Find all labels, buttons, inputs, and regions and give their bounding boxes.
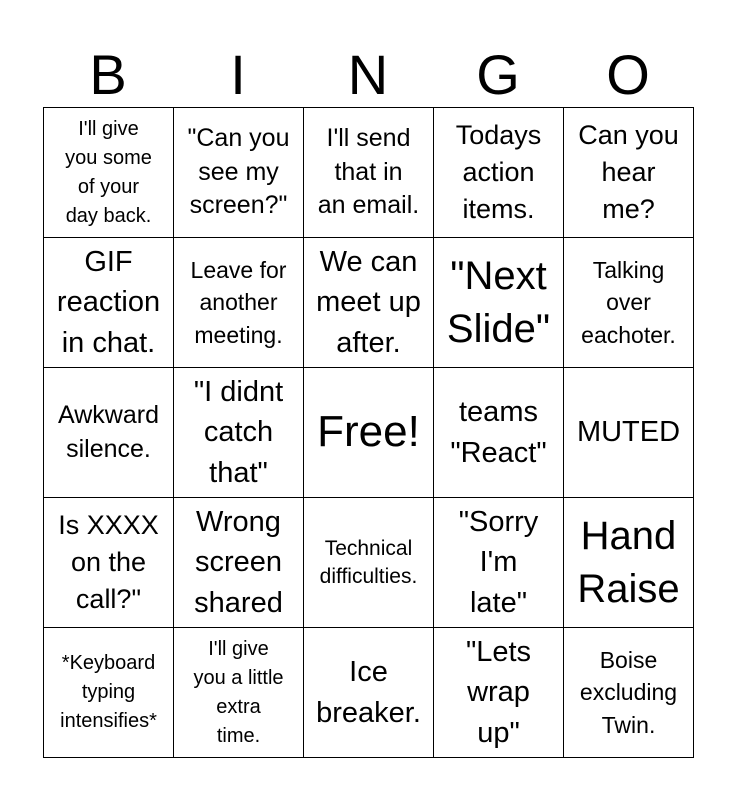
cell-text: I'll give you a little extra time. bbox=[193, 637, 284, 747]
cell-text: I'll send that in an email. bbox=[317, 123, 420, 220]
bingo-cell[interactable] bbox=[434, 108, 564, 238]
bingo-cell[interactable] bbox=[44, 238, 174, 368]
cell-text: Free! bbox=[317, 407, 420, 457]
cell-text: Wrong screen shared bbox=[194, 506, 283, 619]
bingo-cell[interactable] bbox=[174, 498, 304, 628]
header-letter-g: G bbox=[476, 43, 520, 106]
bingo-cell[interactable] bbox=[174, 368, 304, 498]
bingo-cell[interactable] bbox=[174, 238, 304, 368]
header-letter-n: N bbox=[347, 43, 389, 106]
cell-text: Is XXXX on the call?" bbox=[58, 509, 159, 615]
bingo-cell[interactable] bbox=[564, 498, 694, 628]
cell-text: "Lets wrap up" bbox=[465, 636, 532, 749]
bingo-cell[interactable] bbox=[44, 628, 174, 758]
bingo-header bbox=[43, 42, 693, 108]
bingo-cell-free[interactable] bbox=[304, 368, 434, 498]
cell-text: *Keyboard typing intensifies* bbox=[60, 652, 157, 732]
bingo-cell[interactable] bbox=[304, 498, 434, 628]
cell-text: "Next Slide" bbox=[446, 253, 551, 351]
cell-text: Boise excluding Twin. bbox=[579, 646, 678, 738]
cell-text: GIF reaction in chat. bbox=[56, 246, 161, 359]
header-letter-o: O bbox=[606, 43, 650, 106]
bingo-cell[interactable] bbox=[174, 628, 304, 758]
cell-text: MUTED bbox=[576, 416, 681, 449]
cell-text: Talking over eachoter. bbox=[581, 256, 676, 348]
bingo-cell[interactable] bbox=[434, 368, 564, 498]
cell-text: Awkward silence. bbox=[58, 400, 159, 463]
cell-text: I'll give you some of your day back. bbox=[65, 117, 152, 227]
cell-text: teams "React" bbox=[450, 396, 547, 469]
bingo-cell[interactable] bbox=[564, 108, 694, 238]
cell-text: "Can you see my screen?" bbox=[187, 123, 290, 220]
cell-text: Technical difficulties. bbox=[319, 536, 418, 588]
bingo-cell[interactable] bbox=[44, 498, 174, 628]
bingo-cell[interactable] bbox=[434, 628, 564, 758]
bingo-cell[interactable] bbox=[304, 238, 434, 368]
bingo-grid bbox=[43, 107, 694, 758]
cell-text: Hand Raise bbox=[577, 513, 680, 611]
cell-text: "I didnt catch that" bbox=[193, 376, 284, 489]
cell-text: We can meet up after. bbox=[316, 246, 421, 359]
cell-text: Todays action items. bbox=[455, 119, 542, 225]
header-letter-b: B bbox=[89, 43, 127, 106]
bingo-cell[interactable] bbox=[304, 628, 434, 758]
cell-text: Can you hear me? bbox=[578, 119, 679, 225]
bingo-cell[interactable] bbox=[434, 238, 564, 368]
cell-text: "Sorry I'm late" bbox=[458, 506, 539, 619]
cell-text: Leave for another meeting. bbox=[190, 256, 287, 348]
bingo-cell[interactable] bbox=[174, 108, 304, 238]
bingo-cell[interactable] bbox=[564, 368, 694, 498]
bingo-cell[interactable] bbox=[44, 368, 174, 498]
bingo-cell[interactable] bbox=[304, 108, 434, 238]
bingo-cell[interactable] bbox=[44, 108, 174, 238]
bingo-cell[interactable] bbox=[564, 238, 694, 368]
bingo-cell[interactable] bbox=[434, 498, 564, 628]
header-letter-i: I bbox=[230, 43, 246, 106]
cell-text: Ice breaker. bbox=[316, 656, 421, 729]
bingo-cell[interactable] bbox=[564, 628, 694, 758]
